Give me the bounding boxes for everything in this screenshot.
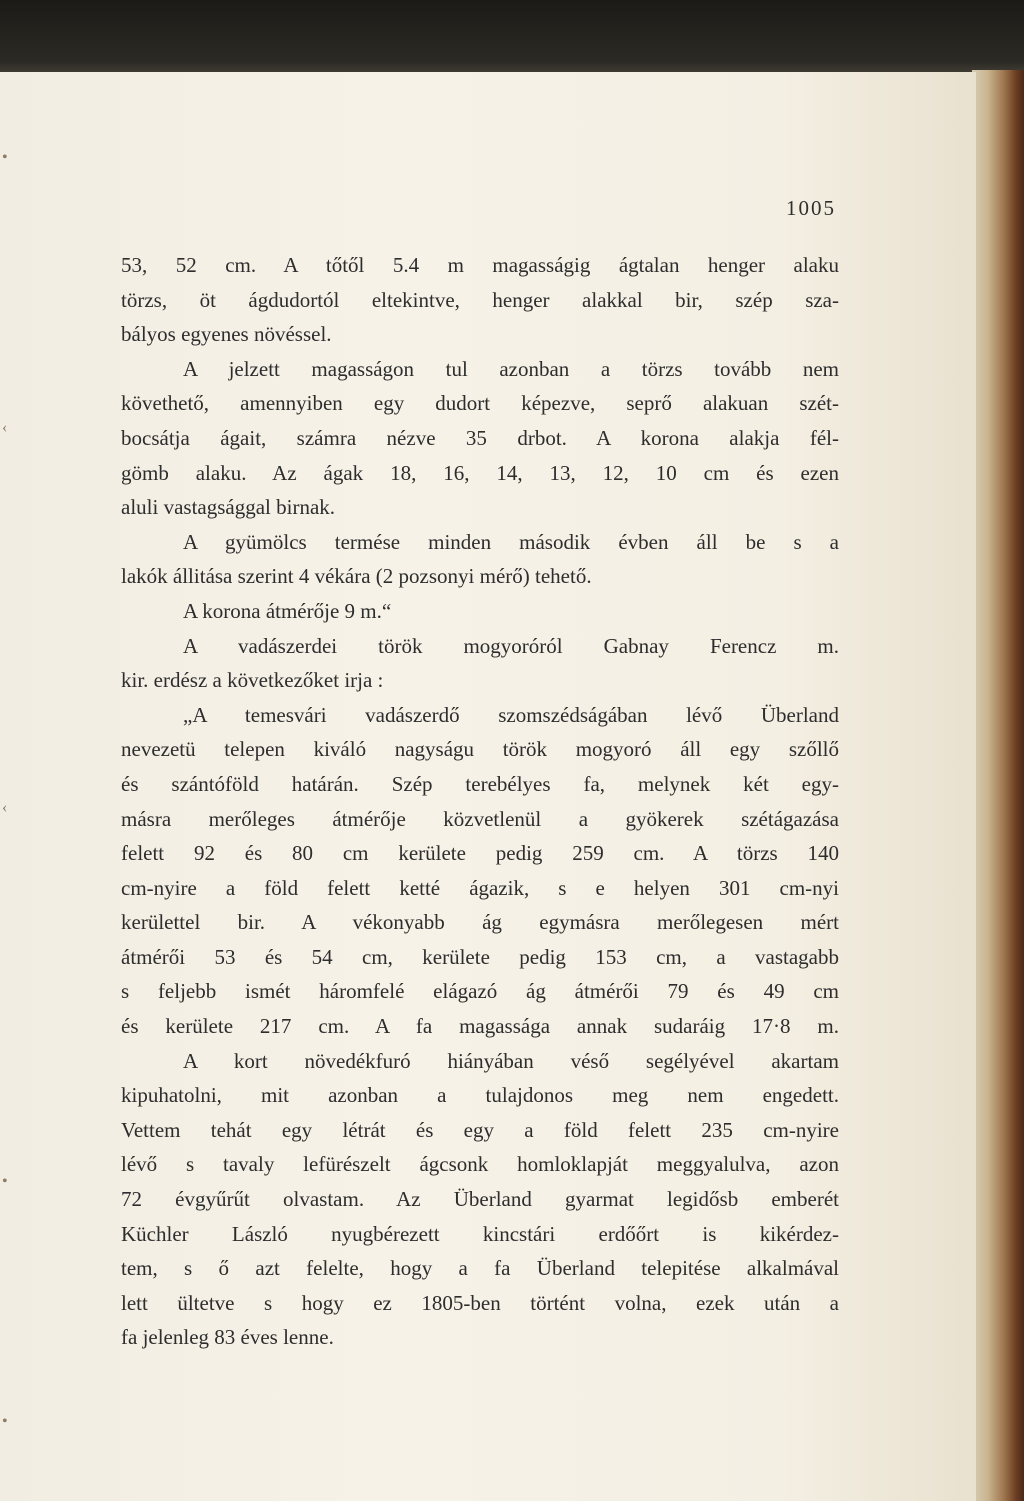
text-line: lévő s tavaly lefürészelt ágcsonk homloklapját meggyalulva, azon	[121, 1152, 839, 1177]
text-line: lett ültetve s hogy ez 1805-ben történt volna, ezek után a	[121, 1290, 839, 1315]
text-line: bocsátja ágait, számra nézve 35 drbot. A korona alakja fél-	[121, 425, 839, 450]
body-text	[121, 248, 839, 1355]
text-line: és kerülete 217 cm. A fa magassága annak sudaráig 17·8 m.	[121, 1014, 839, 1039]
margin-mark: •	[2, 149, 8, 166]
margin-mark: ‹	[2, 799, 8, 816]
text-line: „A temesvári vadászerdő szomszédságában lévő Überland	[183, 702, 839, 727]
text-line: követhető, amennyiben egy dudort képezve, seprő alakuan szét-	[121, 391, 839, 416]
book-spine-edge	[972, 70, 1024, 1501]
text-line: 53, 52 cm. A tőtől 5.4 m magasságig ágtalan henger alaku	[121, 253, 839, 277]
text-line: s feljebb ismét háromfelé elágazó ág átmérői 79 és 49 cm	[121, 979, 839, 1004]
text-line: átmérői 53 és 54 cm, kerülete pedig 153 cm, a vastagabb	[121, 944, 839, 969]
text-line: kerülettel bir. A vékonyabb ág egymásra merőlegesen mért	[121, 910, 839, 935]
text-line: gömb alaku. Az ágak 18, 16, 14, 13, 12, 10 cm és ezen	[121, 460, 839, 485]
text-line: bályos egyenes növéssel.	[121, 322, 332, 347]
text-line: lakók állitása szerint 4 vékára (2 pozsonyi mérő) tehető.	[121, 564, 592, 589]
text-line: nevezetü telepen kiváló nagyságu török mogyoró áll egy szőllő	[121, 737, 839, 762]
text-line: cm-nyire a föld felett ketté ágazik, s e helyen 301 cm-nyi	[121, 875, 839, 900]
text-line: aluli vastagsággal birnak.	[121, 495, 336, 520]
text-line: A jelzett magasságon tul azonban a törzs tovább nem	[183, 356, 839, 381]
margin-mark: •	[2, 1413, 8, 1430]
text-line: kir. erdész a következőket irja :	[121, 668, 384, 693]
text-line: másra merőleges átmérője közvetlenül a gyökerek szétágazása	[121, 806, 839, 831]
text-line: törzs, öt ágdudortól eltekintve, henger alakkal bir, szép sza-	[121, 287, 839, 312]
text-line: és szántóföld határán. Szép terebélyes fa, melynek két egy-	[121, 771, 839, 796]
text-line: 72 évgyűrűt olvastam. Az Überland gyarmat legidősb emberét	[121, 1187, 839, 1212]
margin-mark: •	[2, 1173, 8, 1190]
text-line: Vettem tehát egy létrát és egy a föld felett 235 cm-nyire	[121, 1117, 839, 1142]
text-line: A vadászerdei török mogyoróról Gabnay Ferencz m.	[183, 633, 839, 658]
text-line: kipuhatolni, mit azonban a tulajdonos meg nem engedett.	[121, 1083, 839, 1108]
text-line: A kort növedékfuró hiányában véső segélyével akartam	[183, 1048, 839, 1073]
text-line: felett 92 és 80 cm kerülete pedig 259 cm. A törzs 140	[121, 841, 839, 866]
page-number: 1005	[786, 196, 836, 220]
text-line: tem, s ő azt felelte, hogy a fa Überland telepitése alkalmával	[121, 1256, 839, 1281]
text-line: A korona átmérője 9 m.“	[183, 598, 392, 623]
text-line: fa jelenleg 83 éves lenne.	[121, 1325, 334, 1350]
margin-mark: ‹	[2, 419, 8, 436]
text-line: Küchler László nyugbérezett kincstári erdőőrt is kikérdez-	[121, 1221, 839, 1246]
text-line: A gyümölcs termése minden második évben áll be s a	[183, 529, 839, 554]
